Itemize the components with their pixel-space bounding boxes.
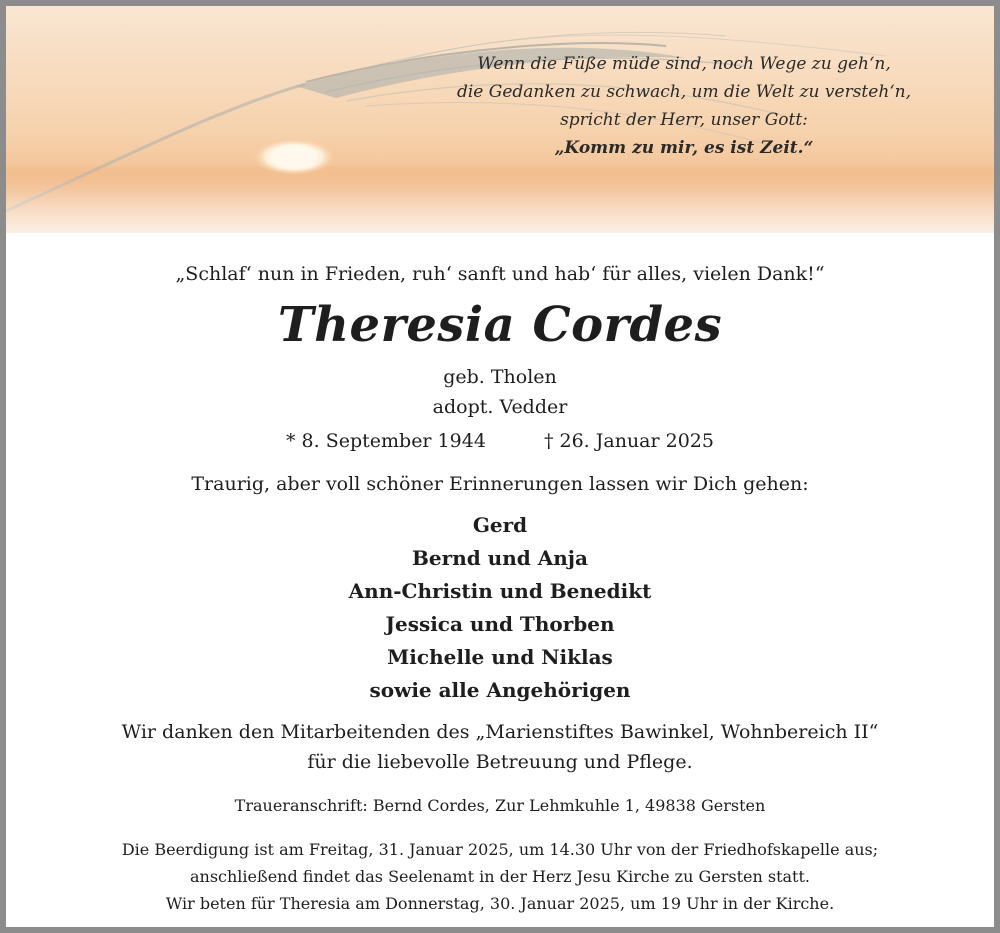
mourning-address: Traueranschrift: Bernd Cordes, Zur Lehmkuhle 1, 49838 Gersten (234, 796, 766, 815)
mourning-intro: Traurig, aber voll schöner Erinnerungen lassen wir Dich gehen: (191, 473, 809, 495)
poem-line: spricht der Herr, unser Gott: (560, 110, 808, 130)
life-dates (6, 430, 994, 452)
mourner: Ann-Christin und Benedikt (348, 579, 652, 603)
maiden-name: geb. Tholen (443, 366, 557, 388)
birth-date: * 8. September 1944 (286, 430, 486, 452)
mourner: Gerd (472, 513, 528, 537)
mourner: sowie alle Angehörigen (369, 678, 631, 702)
thanks-line: Wir danken den Mitarbeitenden des „Marienstiftes Bawinkel, Wohnbereich II“ (121, 721, 879, 743)
farewell-quote: „Schlaf‘ nun in Frieden, ruh‘ sanft und hab‘ für alles, vielen Dank!“ (175, 263, 825, 285)
funeral-info (6, 836, 994, 917)
mourner: Jessica und Thorben (385, 612, 615, 636)
adoption-name: adopt. Vedder (432, 396, 568, 418)
poem-line: die Gedanken zu schwach, um die Welt zu versteh‘n, (456, 82, 912, 102)
header-image (6, 6, 994, 233)
death-date: † 26. Januar 2025 (543, 430, 714, 452)
mourner: Bernd und Anja (412, 546, 588, 570)
funeral-line: Die Beerdigung ist am Freitag, 31. Januar 2025, um 14.30 Uhr von der Friedhofskapelle aus; (121, 840, 879, 859)
thanks-line: für die liebevolle Betreuung und Pflege. (307, 751, 693, 773)
funeral-line: Wir beten für Theresia am Donnerstag, 30. Januar 2025, um 19 Uhr in der Kirche. (165, 894, 835, 913)
funeral-line: anschließend findet das Seelenamt in der Herz Jesu Kirche zu Gersten statt. (189, 867, 810, 886)
mourners-list (6, 509, 994, 707)
poem-line: Wenn die Füße müde sind, noch Wege zu geh‘n, (477, 54, 891, 74)
mourner: Michelle und Niklas (387, 645, 613, 669)
poem (424, 50, 944, 162)
poem-line-emphasis: „Komm zu mir, es ist Zeit.“ (554, 138, 814, 158)
thanks-note (6, 717, 994, 777)
deceased-name: Theresia Cordes (277, 297, 723, 353)
